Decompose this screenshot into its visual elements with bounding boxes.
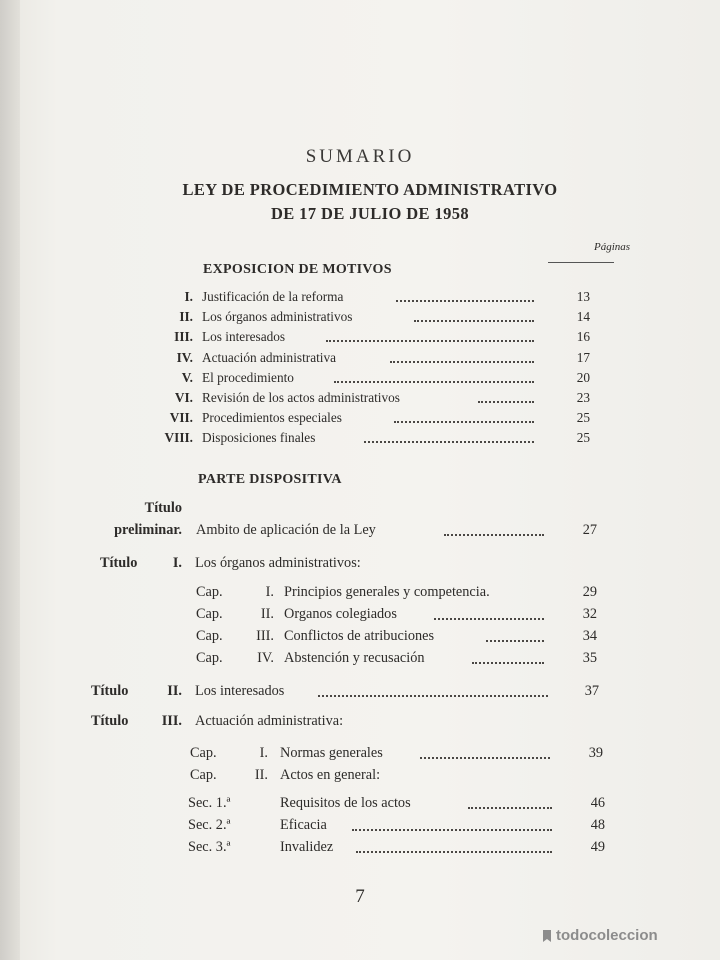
leader-dots [326, 331, 534, 342]
cap-label: Cap. [196, 606, 223, 622]
exposicion-numeral: III. [174, 329, 193, 344]
exposicion-item-page: 17 [576, 350, 590, 365]
preliminar-text: Ambito de aplicación de la Ley [196, 522, 376, 538]
cap-page: 34 [582, 628, 597, 644]
cap-numeral: I. [265, 584, 274, 600]
sec-label: Sec. 3.ª [188, 839, 231, 855]
cap-page: 29 [582, 584, 597, 600]
section-heading-exposicion: EXPOSICION DE MOTIVOS [203, 262, 392, 277]
section-heading-parte: PARTE DISPOSITIVA [198, 472, 342, 487]
pages-label-rule [548, 262, 614, 263]
exposicion-item-page: 16 [576, 329, 590, 344]
leader-dots [334, 372, 534, 383]
pages-column-label: Páginas [594, 241, 631, 253]
titulo3-text: Actuación administrativa: [195, 713, 344, 729]
titulo1-numeral: I. [172, 555, 182, 571]
cap-page: 39 [588, 745, 603, 761]
leader-dots [414, 311, 534, 322]
leader-dots [444, 525, 544, 536]
sec-text: Eficacia [280, 817, 327, 833]
book-spine-shadow [0, 0, 20, 960]
cap-text: Conflictos de atribuciones [284, 628, 435, 644]
exposicion-item-text: Los órganos administrativos [202, 309, 353, 324]
leader-dots [486, 631, 544, 642]
cap-text: Abstención y recusación [284, 650, 425, 666]
exposicion-item-page: 25 [576, 410, 590, 425]
cap-text: Normas generales [280, 745, 383, 761]
sec-page: 49 [590, 839, 605, 855]
law-title-line2: DE 17 DE JULIO DE 1958 [270, 204, 470, 223]
leader-dots [394, 412, 534, 423]
sec-page: 46 [590, 795, 605, 811]
cap-numeral: II. [260, 606, 274, 622]
titulo3-label: Título [91, 713, 129, 729]
cap-numeral: I. [259, 745, 268, 761]
exposicion-item-text: Revisión de los actos administrativos [202, 390, 400, 405]
watermark-text: todocoleccion [556, 927, 658, 944]
exposicion-item-text: Actuación administrativa [202, 350, 337, 365]
titulo1-text: Los órganos administrativos: [195, 555, 361, 571]
titulo2-numeral: II. [167, 683, 182, 699]
law-title-line1: LEY DE PROCEDIMIENTO ADMINISTRATIVO [182, 180, 558, 199]
cap-numeral: II. [254, 767, 268, 783]
sec-label: Sec. 2.ª [188, 817, 231, 833]
leader-dots [318, 686, 548, 697]
exposicion-item-page: 13 [576, 289, 590, 304]
leader-dots [396, 291, 534, 302]
cap-label: Cap. [196, 650, 223, 666]
cap-label: Cap. [196, 584, 223, 600]
preliminar-label-line2: preliminar. [114, 522, 182, 538]
titulo1-label: Título [100, 555, 138, 571]
sec-page: 48 [590, 817, 605, 833]
sec-label: Sec. 1.ª [188, 795, 231, 811]
exposicion-numeral: II. [179, 309, 193, 324]
exposicion-item-page: 20 [576, 370, 590, 385]
watermark-logo-icon [541, 929, 553, 943]
exposicion-item-page: 14 [576, 309, 590, 324]
cap-text: Actos en general: [280, 767, 381, 783]
exposicion-item-text: Disposiciones finales [202, 430, 316, 445]
exposicion-item-page: 25 [576, 430, 590, 445]
cap-page: 35 [582, 650, 597, 666]
leader-dots [468, 798, 552, 809]
exposicion-numeral: V. [181, 370, 193, 385]
leader-dots [472, 653, 544, 664]
exposicion-item-text: El procedimiento [202, 370, 294, 385]
leader-dots [364, 432, 534, 443]
preliminar-page: 27 [582, 522, 597, 538]
exposicion-item-page: 23 [576, 390, 590, 405]
sec-text: Requisitos de los actos [280, 795, 411, 811]
exposicion-numeral: IV. [176, 350, 193, 365]
cap-label: Cap. [190, 745, 217, 761]
exposicion-item-text: Procedimientos especiales [202, 410, 342, 425]
cap-label: Cap. [190, 767, 217, 783]
preliminar-label-line1: Título [144, 500, 182, 516]
leader-dots [478, 392, 534, 403]
leader-dots [434, 609, 544, 620]
cap-text: Organos colegiados [284, 606, 397, 622]
cap-numeral: III. [256, 628, 274, 644]
exposicion-numeral: VII. [169, 410, 193, 425]
exposicion-numeral: VI. [174, 390, 193, 405]
sec-text: Invalidez [280, 839, 334, 855]
exposicion-numeral: I. [184, 289, 193, 304]
page-number: 7 [355, 886, 365, 907]
titulo2-page: 37 [584, 683, 599, 699]
exposicion-item-text: Justificación de la reforma [202, 289, 344, 304]
cap-page: 32 [582, 606, 597, 622]
cap-label: Cap. [196, 628, 223, 644]
cap-numeral: IV. [257, 650, 274, 666]
leader-dots [352, 820, 552, 831]
exposicion-numeral: VIII. [164, 430, 193, 445]
titulo2-label: Título [91, 683, 129, 699]
leader-dots [420, 748, 550, 759]
page-heading: SUMARIO [305, 146, 415, 167]
leader-dots [356, 842, 552, 853]
titulo2-text: Los interesados [195, 683, 285, 699]
cap-text: Principios generales y competencia. [284, 584, 490, 600]
titulo3-numeral: III. [161, 713, 182, 729]
leader-dots [390, 352, 534, 363]
exposicion-item-text: Los interesados [202, 329, 286, 344]
